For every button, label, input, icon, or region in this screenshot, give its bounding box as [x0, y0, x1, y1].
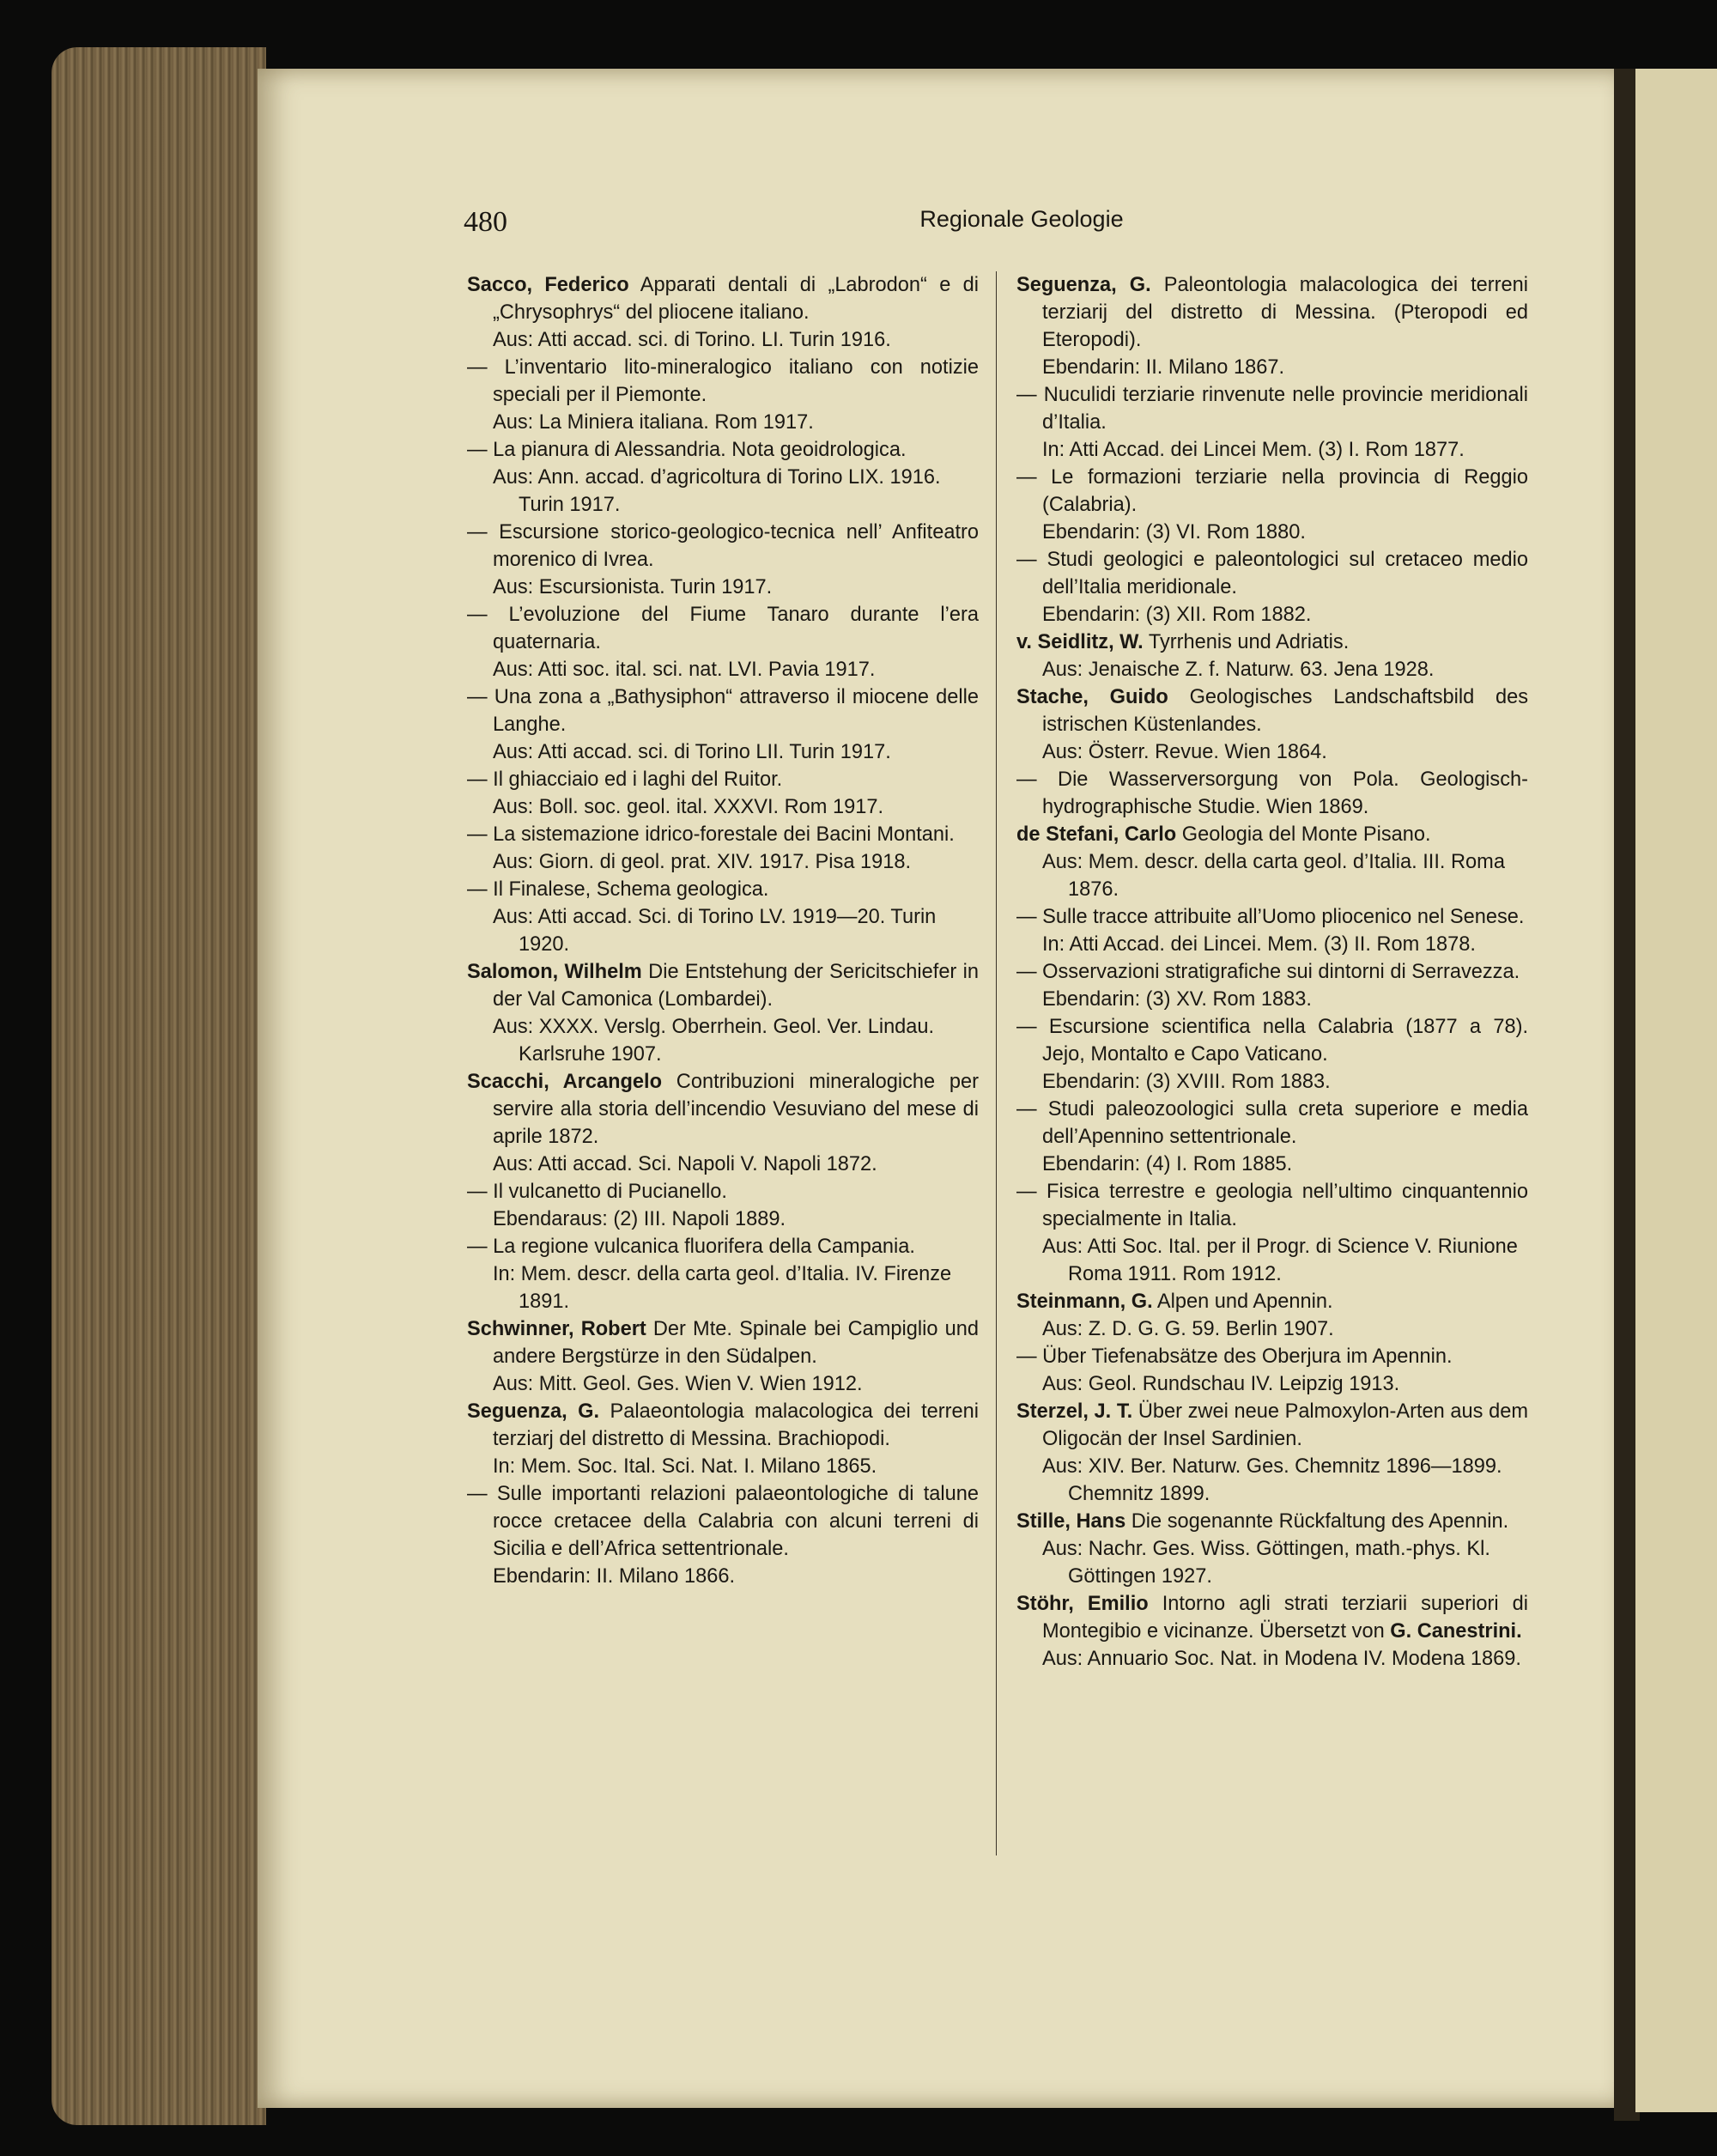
entry-text: Aus: Ann. accad. d’agricoltura di Torino LIX. 1916. Turin 1917. — [493, 466, 941, 516]
bibliography-entry — [1016, 1288, 1528, 1315]
entry-text: Aus: Österr. Revue. Wien 1864. — [1042, 741, 1327, 763]
bibliography-source — [1042, 1068, 1528, 1096]
bibliography-entry — [1016, 271, 1528, 354]
entry-text: Aus: Mitt. Geol. Ges. Wien V. Wien 1912. — [493, 1373, 863, 1395]
bibliography-entry — [1016, 958, 1528, 986]
entry-text: — La sistemazione idrico-forestale dei Bacini Montani. — [467, 823, 955, 846]
entry-text: Aus: XXXX. Verslg. Oberrhein. Geol. Ver. Lindau. Karlsruhe 1907. — [493, 1016, 935, 1066]
bibliography-source — [493, 326, 979, 354]
entry-text: — Il Finalese, Schema geologica. — [467, 878, 769, 901]
bibliography-source — [493, 1260, 979, 1315]
bibliography-entry — [1016, 629, 1528, 656]
author-name: Stille, Hans — [1016, 1510, 1126, 1533]
bibliography-entry — [467, 271, 979, 326]
entry-text: — Il ghiacciaio ed i laghi del Ruitor. — [467, 768, 783, 791]
entry-text: Aus: La Miniera italiana. Rom 1917. — [493, 411, 814, 434]
entry-text: — Una zona a „Bathysiphon“ attraverso il miocene delle Langhe. — [467, 686, 979, 736]
entry-text: Aus: Atti accad. Sci. di Torino LV. 1919—20. Turin 1920. — [493, 906, 937, 956]
bibliography-source — [1042, 1370, 1528, 1398]
entry-text: — Escursione storico-geologico-tecnica nell’ Anfiteatro morenico di Ivrea. — [467, 521, 979, 571]
bibliography-source — [493, 464, 979, 519]
entry-text: — Escursione scientifica nella Calabria (1877 a 78). Jejo, Montalto e Capo Vaticano. — [1016, 1016, 1528, 1066]
entry-text: Aus: Atti accad. Sci. Napoli V. Napoli 1872. — [493, 1153, 877, 1175]
entry-text: — Über Tiefenabsätze des Oberjura im Apennin. — [1016, 1345, 1453, 1368]
bibliography-entry — [467, 876, 979, 903]
entry-text: — Il vulcanetto di Pucianello. — [467, 1181, 727, 1203]
bibliography-source — [1042, 601, 1528, 629]
bibliography-source — [1042, 1315, 1528, 1343]
author-name: Salomon, Wilhelm — [467, 961, 642, 983]
bibliography-entry — [467, 1178, 979, 1206]
bibliography-source — [493, 903, 979, 958]
entry-text: In: Atti Accad. dei Lincei. Mem. (3) II. Rom 1878. — [1042, 933, 1476, 956]
author-name: Seguenza, G. — [467, 1400, 600, 1423]
bibliography-entry — [1016, 1508, 1528, 1535]
entry-text: Die Entstehung der Sericitschiefer in der Val Camonica (Lombardei). — [493, 961, 980, 1011]
entry-text: Apparati dentali di „Labrodon“ e di „Chrysophrys“ del pliocene italiano. — [493, 274, 979, 324]
bibliography-entry — [1016, 683, 1528, 738]
bibliography-entry — [1016, 1013, 1528, 1068]
entry-text: Aus: Atti soc. ital. sci. nat. LVI. Pavia 1917. — [493, 659, 876, 681]
entry-text: Aus: Atti Soc. Ital. per il Progr. di Science V. Riunione Roma 1911. Rom 1912. — [1042, 1236, 1518, 1285]
column-divider — [996, 271, 997, 1855]
entry-text: Aus: Jenaische Z. f. Naturw. 63. Jena 1928. — [1042, 659, 1435, 681]
bibliography-source — [1042, 1233, 1528, 1288]
entry-text: — Studi geologici e paleontologici sul cretaceo medio dell’Italia meridionale. — [1016, 549, 1528, 598]
entry-text: Tyrrhenis und Adriatis. — [1148, 631, 1350, 653]
bibliography-source — [1042, 1645, 1528, 1673]
entry-text: — Sulle tracce attribuite all’Uomo pliocenico nel Senese. — [1016, 906, 1525, 928]
bibliography-entry — [467, 766, 979, 793]
entry-text: Aus: Nachr. Ges. Wiss. Göttingen, math.-phys. Kl. Göttingen 1927. — [1042, 1538, 1490, 1588]
bibliography-entry — [1016, 1343, 1528, 1370]
entry-text: Aus: Z. D. G. G. 59. Berlin 1907. — [1042, 1318, 1334, 1340]
facing-page-edge — [1635, 69, 1717, 2112]
bibliography-source — [493, 656, 979, 683]
page-number: 480 — [464, 206, 507, 238]
entry-text: Paleontologia malacologica dei terreni terziarij del distretto di Messina. (Pteropodi ed Eteropodi). — [1042, 274, 1528, 351]
entry-text: — Nuculidi terziarie rinvenute nelle provincie meridionali d’Italia. — [1016, 384, 1528, 434]
author-name: v. Seidlitz, W. — [1016, 631, 1144, 653]
bibliography-entry — [467, 519, 979, 574]
running-title: Regionale Geologie — [919, 206, 1124, 232]
bibliography-source — [493, 1563, 979, 1590]
entry-text: Aus: Atti accad. sci. di Torino. LI. Turin 1916. — [493, 329, 891, 351]
book-page-edges — [52, 47, 266, 2125]
entry-text: Ebendarin: (3) XVIII. Rom 1883. — [1042, 1071, 1331, 1093]
bibliography-entry — [467, 958, 979, 1013]
bibliography-entry — [467, 1315, 979, 1370]
bibliography-source — [493, 1206, 979, 1233]
entry-text: Aus: XIV. Ber. Naturw. Ges. Chemnitz 1896—1899. Chemnitz 1899. — [1042, 1455, 1502, 1505]
bibliography-entry — [467, 1480, 979, 1563]
author-name: Seguenza, G. — [1016, 274, 1151, 296]
entry-text: — Le formazioni terziarie nella provincia di Reggio (Calabria). — [1016, 466, 1528, 516]
entry-text: Aus: Atti accad. sci. di Torino LII. Turin 1917. — [493, 741, 891, 763]
entry-text: — Fisica terrestre e geologia nell’ultimo cinquantennio specialmente in Italia. — [1016, 1181, 1528, 1230]
bibliography-entry — [1016, 1590, 1528, 1645]
entry-text: Ebendarin: (4) I. Rom 1885. — [1042, 1153, 1293, 1175]
bibliography-source — [1042, 656, 1528, 683]
bibliography-entry — [467, 601, 979, 656]
bibliography-source — [1042, 738, 1528, 766]
author-name: Stache, Guido — [1016, 686, 1168, 708]
bibliography-source — [493, 848, 979, 876]
entry-text: Aus: Boll. soc. geol. ital. XXXVI. Rom 1917. — [493, 796, 884, 818]
entry-text: Alpen und Apennin. — [1156, 1291, 1333, 1313]
entry-text: Aus: Giorn. di geol. prat. XIV. 1917. Pisa 1918. — [493, 851, 912, 873]
author-name: Schwinner, Robert — [467, 1318, 646, 1340]
entry-text: Ebendarin: (3) XII. Rom 1882. — [1042, 604, 1312, 626]
bibliography-entry — [467, 683, 979, 738]
entry-text: Contribuzioni mineralogiche per servire alla storia dell’incendio Vesuviano del mese di aprile 1872. — [493, 1071, 979, 1148]
bibliography-source — [1042, 986, 1528, 1013]
bibliography-source — [493, 1151, 979, 1178]
entry-text: — Die Wasserversorgung von Pola. Geologisch-hydrographische Studie. Wien 1869. — [1016, 768, 1528, 818]
entry-text: Geologia del Monte Pisano. — [1181, 823, 1431, 846]
entry-text: Aus: Mem. descr. della carta geol. d’Italia. III. Roma 1876. — [1042, 851, 1505, 901]
author-name: Scacchi, Arcangelo — [467, 1071, 663, 1093]
bibliography-source — [1042, 436, 1528, 464]
page-header — [464, 206, 1528, 244]
entry-text: Ebendarin: (3) VI. Rom 1880. — [1042, 521, 1306, 544]
entry-text: — L’inventario lito-mineralogico italiano con notizie speciali per il Piemonte. — [467, 356, 979, 406]
bibliography-source — [1042, 1535, 1528, 1590]
bibliography-source — [493, 738, 979, 766]
bibliography-entry — [1016, 766, 1528, 821]
entry-text: — Osservazioni stratigrafiche sui dintorni di Serravezza. — [1016, 961, 1520, 983]
bibliography-source — [1042, 1151, 1528, 1178]
bibliography-entry — [1016, 381, 1528, 436]
bibliography-entry — [1016, 546, 1528, 601]
entry-text: Ebendarin: II. Milano 1867. — [1042, 356, 1284, 379]
bibliography-source — [493, 1013, 979, 1068]
bibliography-entry — [467, 436, 979, 464]
entry-text: In: Mem. Soc. Ital. Sci. Nat. I. Milano 1865. — [493, 1455, 877, 1478]
right-column — [1016, 271, 1528, 1673]
bibliography-entry — [1016, 1398, 1528, 1453]
bibliography-source — [1042, 931, 1528, 958]
entry-text: — L’evoluzione del Fiume Tanaro durante l’era quaternaria. — [467, 604, 979, 653]
bibliography-entry — [1016, 464, 1528, 519]
entry-text: Aus: Annuario Soc. Nat. in Modena IV. Modena 1869. — [1042, 1648, 1521, 1670]
bibliography-source — [493, 1370, 979, 1398]
entry-text: Ebendarin: II. Milano 1866. — [493, 1565, 735, 1588]
entry-text: Palaeontologia malacologica dei terreni terziarj del distretto di Messina. Brachiopodi. — [493, 1400, 980, 1450]
bibliography-entry — [467, 1068, 979, 1151]
translator-name: G. Canestrini. — [1390, 1620, 1522, 1643]
author-name: Steinmann, G. — [1016, 1291, 1153, 1313]
entry-text: Ebendarin: (3) XV. Rom 1883. — [1042, 988, 1312, 1011]
entry-text: In: Atti Accad. dei Lincei Mem. (3) I. Rom 1877. — [1042, 439, 1465, 461]
bibliography-source — [493, 793, 979, 821]
entry-text: Intorno agli strati terziarii superiori di Montegibio e vicinanze. Übersetzt von — [1042, 1593, 1528, 1643]
author-name: de Stefani, Carlo — [1016, 823, 1177, 846]
bibliography-source — [493, 409, 979, 436]
entry-text: — La regione vulcanica fluorifera della Campania. — [467, 1236, 915, 1258]
bibliography-source — [1042, 848, 1528, 903]
bibliography-source — [1042, 1453, 1528, 1508]
bibliography-source — [493, 1453, 979, 1480]
author-name: Stöhr, Emilio — [1016, 1593, 1149, 1615]
bibliography-entry — [467, 354, 979, 409]
author-name: Sterzel, J. T. — [1016, 1400, 1133, 1423]
entry-text: Der Mte. Spinale bei Campiglio und andere Bergstürze in den Südalpen. — [493, 1318, 979, 1368]
bibliography-entry — [467, 1398, 979, 1453]
bibliography-source — [493, 574, 979, 601]
entry-text: Ebendaraus: (2) III. Napoli 1889. — [493, 1208, 786, 1230]
entry-text: Aus: Escursionista. Turin 1917. — [493, 576, 773, 598]
bibliography-entry — [467, 821, 979, 848]
bibliography-source — [1042, 354, 1528, 381]
entry-text: — Studi paleozoologici sulla creta superiore e media dell’Apennino settentrionale. — [1016, 1098, 1528, 1148]
bibliography-entry — [467, 1233, 979, 1260]
bibliography-entry — [1016, 821, 1528, 848]
entry-text: — Sulle importanti relazioni palaeontologiche di talune rocce cretacee della Calabria con alcuni terreni di Sicilia e dell’Africa settentrionale. — [467, 1483, 979, 1560]
bibliography-entry — [1016, 903, 1528, 931]
entry-text: Die sogenannte Rückfaltung des Apennin. — [1131, 1510, 1509, 1533]
author-name: Sacco, Federico — [467, 274, 629, 296]
entry-text: Geologisches Landschaftsbild des istrischen Küstenlandes. — [1042, 686, 1528, 736]
entry-text: Aus: Geol. Rundschau IV. Leipzig 1913. — [1042, 1373, 1400, 1395]
left-column — [467, 271, 979, 1590]
bibliography-source — [1042, 519, 1528, 546]
entry-text: — La pianura di Alessandria. Nota geoidrologica. — [467, 439, 907, 461]
bibliography-entry — [1016, 1096, 1528, 1151]
bibliography-entry — [1016, 1178, 1528, 1233]
entry-text: Über zwei neue Palmoxylon-Arten aus dem Oligocän der Insel Sardinien. — [1042, 1400, 1528, 1450]
entry-text: In: Mem. descr. della carta geol. d’Italia. IV. Firenze 1891. — [493, 1263, 952, 1313]
